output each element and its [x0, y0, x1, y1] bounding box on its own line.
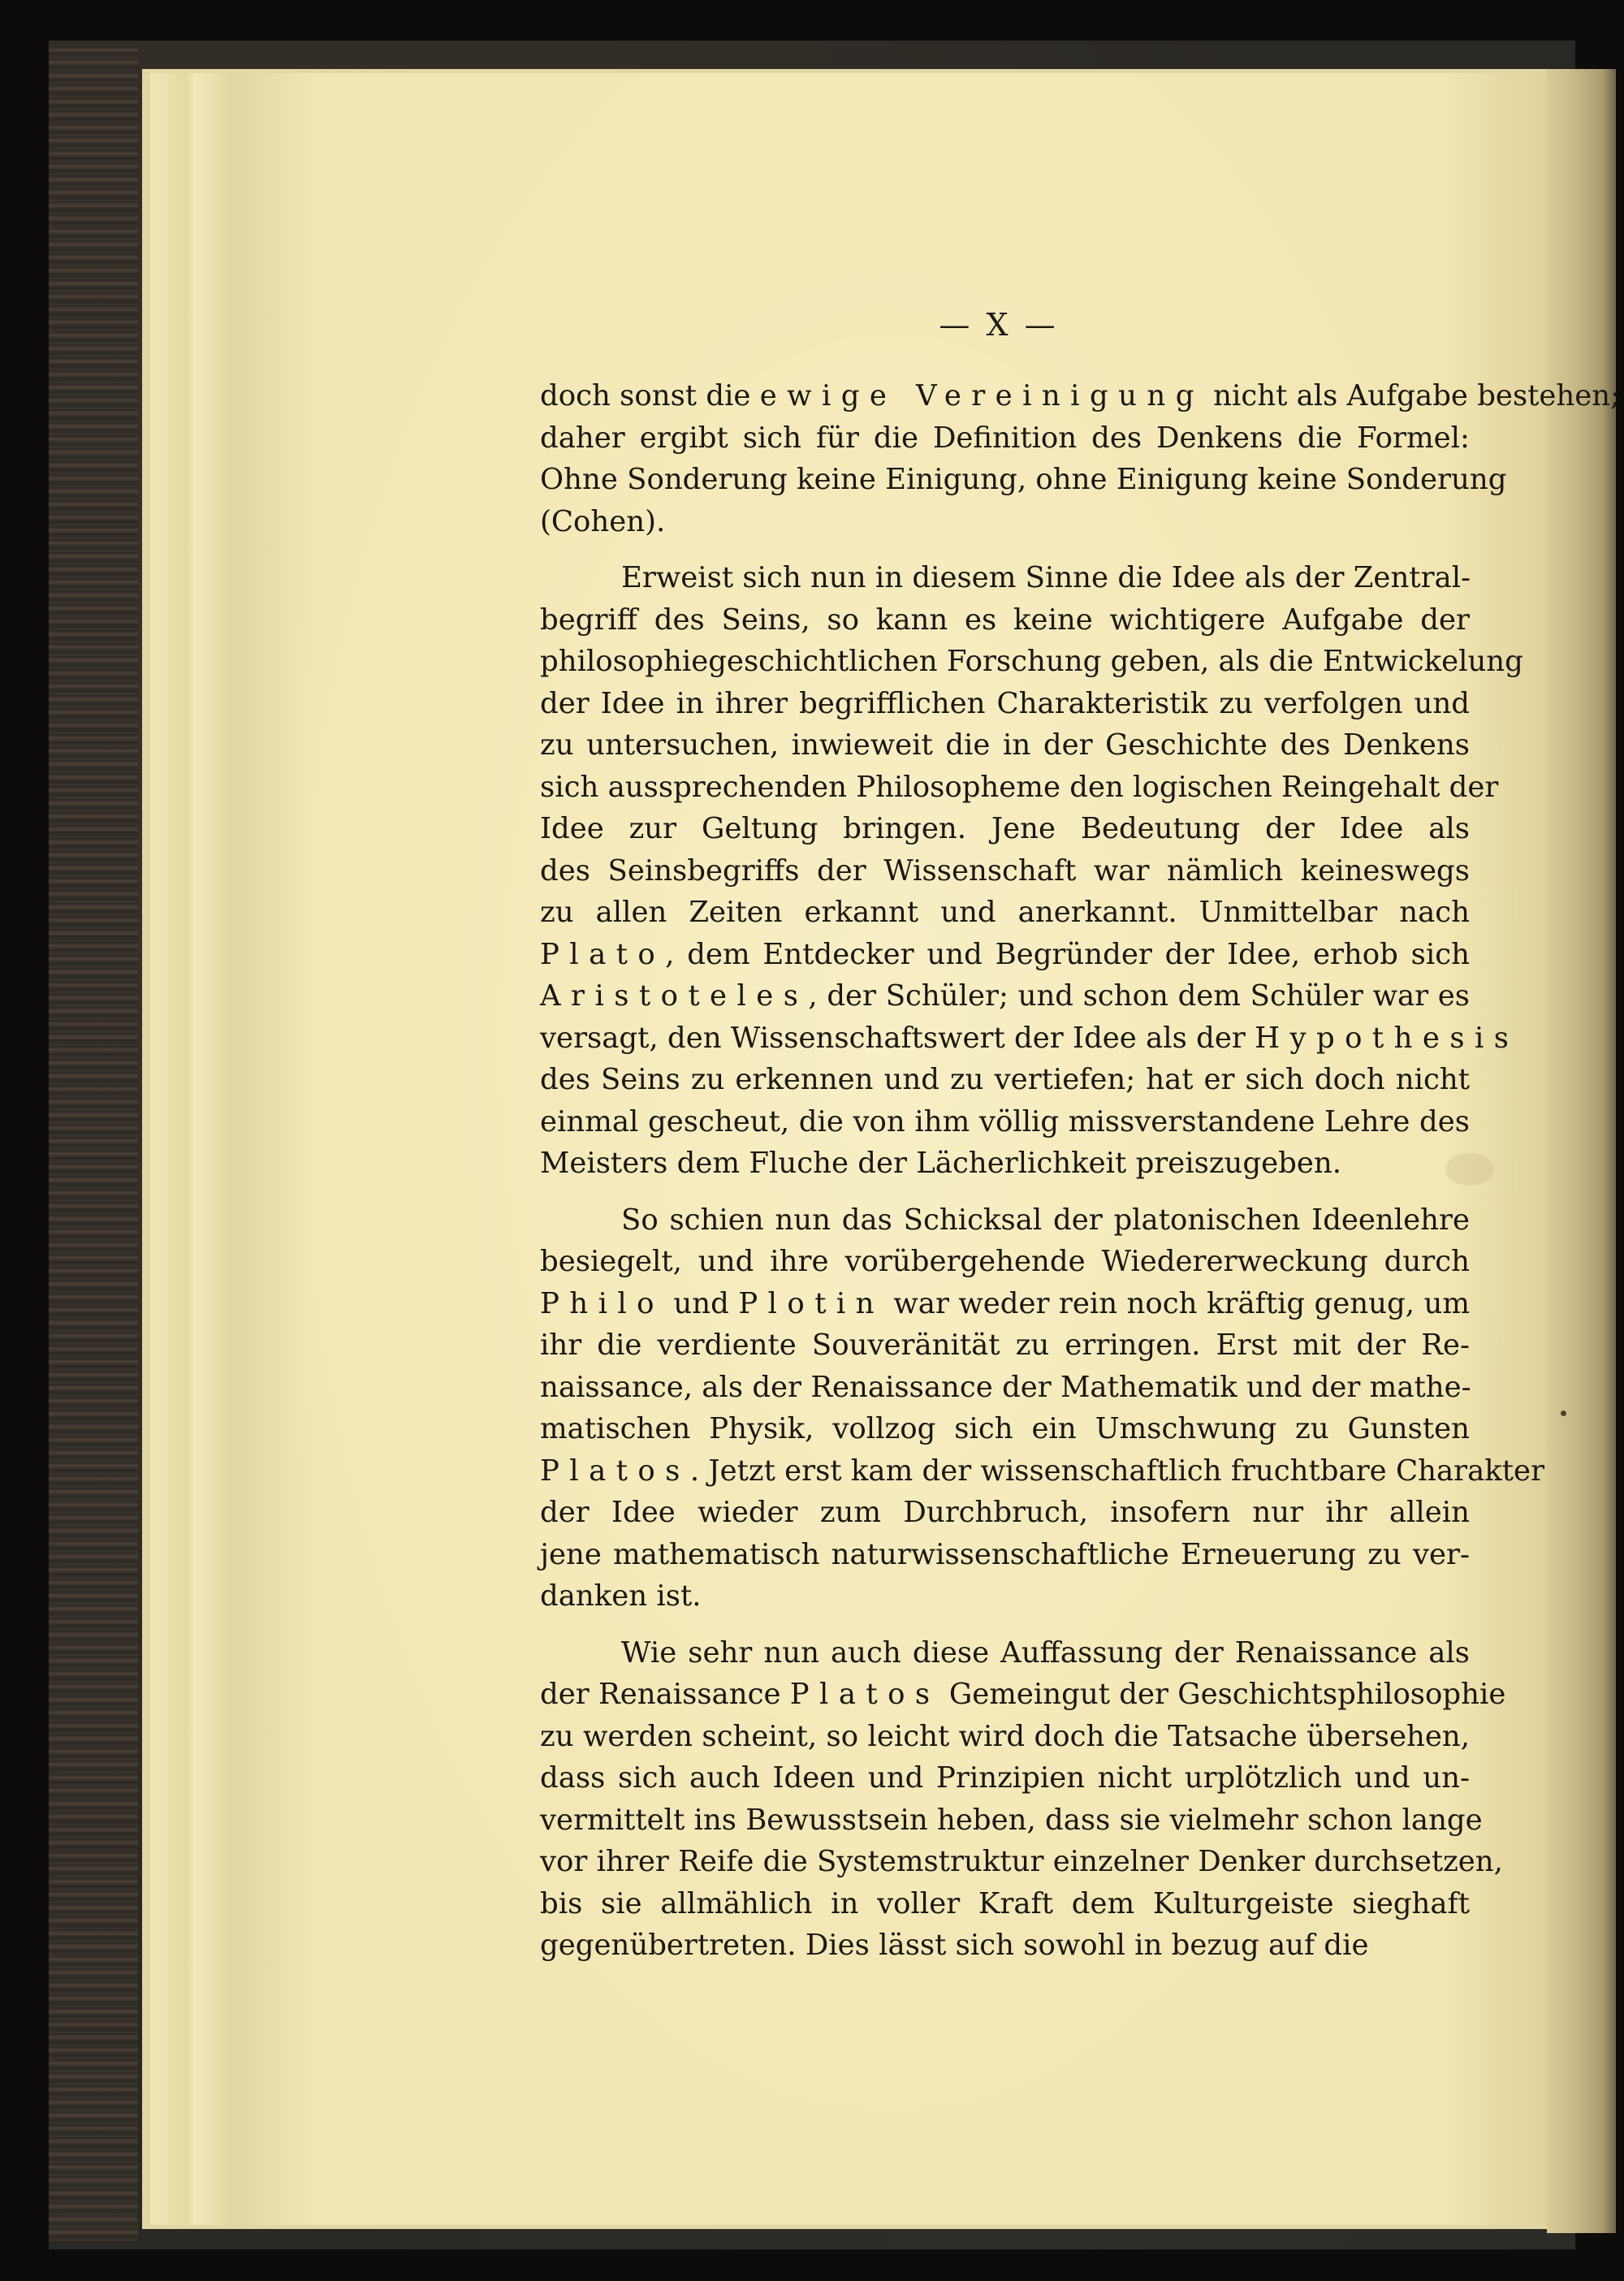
text-line: [540, 1199, 1470, 1242]
text-line: [540, 641, 1523, 683]
text-line: [540, 850, 1470, 892]
text-run: gegenübertreten. Dies lässt sich sowohl in bezug auf die: [540, 1929, 1369, 1962]
text-run: zu untersuchen, inwieweit die in der Geschichte des Denkens: [540, 728, 1470, 762]
text-run: daher ergibt sich für die Definition des Denkens die Formel:: [540, 421, 1470, 455]
text-run: Wie sehr nun auch diese Auffassung der Renaissance als: [621, 1635, 1470, 1670]
text-run: begriff des Seins, so kann es keine wichtigere Aufgabe der: [540, 603, 1470, 637]
text-line: [540, 1575, 1470, 1618]
text-run: Gemeingut der Geschichtsphilosophie: [939, 1678, 1506, 1711]
text-line: [540, 1408, 1470, 1450]
text-run: Erweist sich nun in diesem Sinne die Idee als der Zentral-: [621, 561, 1471, 594]
text-line: [540, 417, 1470, 460]
text-line: [540, 975, 1470, 1017]
text-line: [540, 1492, 1470, 1534]
emphasized-name: Aristoteles: [540, 979, 809, 1013]
text-run: , dem Entdecker und Begründer der Idee, erhob sich: [665, 937, 1470, 971]
text-line: [540, 1017, 1519, 1060]
body-text: [540, 375, 1621, 1967]
text-run: doch sonst die: [540, 379, 760, 413]
text-line: [540, 767, 1499, 809]
text-run: So schien nun das Schicksal der platonischen Ideenlehre: [621, 1203, 1470, 1237]
text-line: [540, 1367, 1470, 1409]
text-line: [540, 1283, 1470, 1325]
emphasized-name: Platos: [789, 1678, 940, 1711]
emphasized-name: Platos: [540, 1454, 690, 1488]
paragraph: [540, 1199, 1545, 1618]
text-run: des Seins zu erkennen und zu vertiefen; hat er sich doch nicht: [540, 1063, 1470, 1096]
text-line: [540, 1450, 1545, 1493]
text-line: [540, 1143, 1470, 1185]
text-line: [540, 459, 1507, 501]
ink-spot: [1561, 1411, 1566, 1416]
text-line: [540, 557, 1470, 599]
text-run: bis sie allmählich in voller Kraft dem Kulturgeiste sieghaft: [540, 1886, 1470, 1920]
text-line: [540, 892, 1470, 934]
text-run: nicht als Aufgabe bestehen;: [1203, 379, 1621, 413]
text-run: vermittelt ins Bewusstsein heben, dass sie vielmehr schon lange: [540, 1803, 1483, 1837]
paragraph: [540, 1632, 1506, 1967]
text-run: . Jetzt erst kam der wissenschaftlich fruchtbare Charakter: [689, 1454, 1545, 1488]
text-run: einmal gescheut, die von ihm völlig missverstandene Lehre des: [540, 1104, 1470, 1138]
text-line: [540, 1799, 1483, 1842]
text-line: [540, 1059, 1470, 1101]
text-line: [540, 599, 1470, 642]
text-run: war weder rein noch kräftig genug, um: [883, 1286, 1470, 1320]
text-run: zu allen Zeiten erkannt und anerkannt. Unmittelbar nach: [540, 896, 1470, 929]
text-run: versagt, den Wissenschaftswert der Idee als der: [540, 1021, 1255, 1055]
emphasized-name: ewige Vereinigung: [759, 379, 1204, 413]
text-run: ihr die verdiente Souveränität zu erringen. Erst mit der Re-: [540, 1328, 1470, 1362]
text-run: dass sich auch Ideen und Prinzipien nicht urplötzlich und un-: [540, 1761, 1470, 1795]
text-line: [540, 1841, 1503, 1883]
text-line: [540, 1757, 1470, 1799]
text-run: Ohne Sonderung keine Einigung, ohne Einigung keine Sonderung: [540, 463, 1507, 496]
text-line: [540, 934, 1470, 976]
text-run: naissance, als der Renaissance der Mathematik und der mathe-: [540, 1370, 1471, 1404]
text-run: Meisters dem Fluche der Lächerlichkeit preiszugeben.: [540, 1147, 1342, 1180]
text-run: und: [663, 1286, 739, 1320]
emphasized-name: Plotin: [738, 1286, 884, 1320]
text-line: [540, 501, 1470, 543]
page-number: — X —: [939, 307, 1059, 343]
text-run: sich aussprechenden Philosopheme den logischen Reingehalt der: [540, 770, 1499, 804]
text-line: [540, 724, 1470, 767]
text-run: der Renaissance: [540, 1678, 790, 1711]
emphasized-name: Philo: [540, 1286, 664, 1320]
emphasized-name: Plato: [540, 937, 666, 971]
text-run: des Seinsbegriffs der Wissenschaft war nämlich keineswegs: [540, 853, 1470, 888]
text-line: [540, 1925, 1470, 1967]
text-line: [540, 1632, 1470, 1674]
text-run: jene mathematisch naturwissenschaftliche Erneuerung zu ver-: [540, 1537, 1470, 1571]
text-line: [540, 375, 1621, 417]
text-run: vor ihrer Reife die Systemstruktur einzelner Denker durchsetzen,: [540, 1845, 1503, 1878]
text-line: [540, 1716, 1470, 1758]
text-run: der Idee in ihrer begrifflichen Charakteristik zu verfolgen und: [540, 686, 1470, 720]
text-line: [540, 1241, 1470, 1283]
text-line: [540, 1883, 1470, 1925]
paragraph: [540, 375, 1621, 542]
text-line: [540, 1324, 1470, 1367]
text-line: [540, 683, 1470, 725]
text-line: [540, 1534, 1470, 1576]
text-run: der Idee wieder zum Durchbruch, insofern nur ihr allein: [540, 1496, 1470, 1529]
emphasized-name: Hypothesis: [1255, 1021, 1519, 1055]
paragraph: [540, 557, 1523, 1185]
text-run: besiegelt, und ihre vorübergehende Wiedererweckung durch: [540, 1245, 1470, 1278]
text-run: zu werden scheint, so leicht wird doch die Tatsache übersehen,: [540, 1719, 1470, 1753]
text-run: (Cohen).: [540, 504, 666, 538]
text-run: Idee zur Geltung bringen. Jene Bedeutung der Idee als: [540, 812, 1470, 845]
text-line: [540, 1674, 1506, 1716]
book-spine-cloth: [49, 49, 138, 2241]
page-fold-strip: [150, 73, 231, 2225]
text-run: matischen Physik, vollzog sich ein Umschwung zu Gunsten: [540, 1412, 1470, 1445]
text-run: danken ist.: [540, 1579, 702, 1613]
text-run: , der Schüler; und schon dem Schüler war es: [808, 979, 1470, 1013]
text-run: philosophiegeschichtlichen Forschung geben, als die Entwickelung: [540, 645, 1523, 678]
text-line: [540, 1101, 1470, 1143]
text-line: [540, 808, 1470, 850]
